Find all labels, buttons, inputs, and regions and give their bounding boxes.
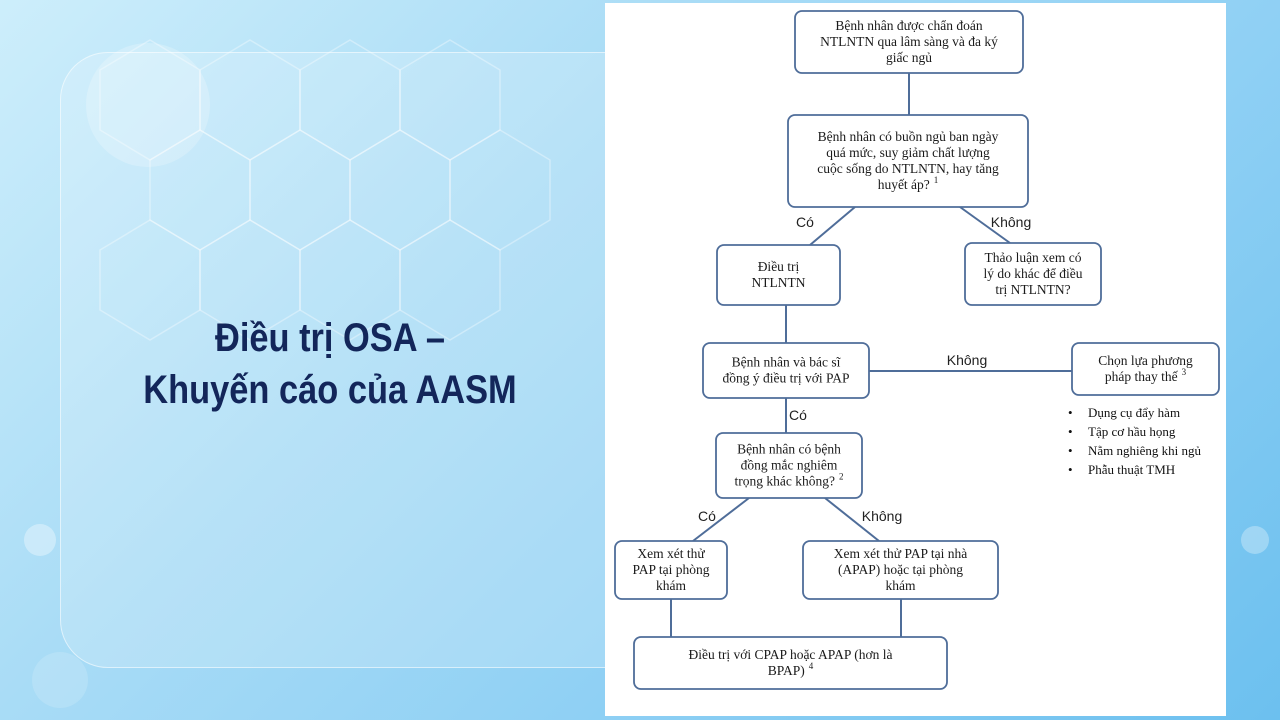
edge-label-symptoms-yes: Có bbox=[796, 214, 814, 230]
node-text-line: Bệnh nhân và bác sĩ bbox=[731, 354, 841, 370]
node-text-line: đồng ý điều trị với PAP bbox=[722, 370, 850, 386]
node-text-line: trị NTLNTN? bbox=[995, 282, 1071, 297]
footnote-ref: 1 bbox=[933, 175, 939, 185]
node-treat bbox=[717, 245, 840, 305]
alternative-item: • Nằm nghiêng khi ngủ bbox=[1065, 441, 1201, 460]
aasm-flowchart-figure bbox=[605, 3, 1226, 716]
alternative-treatments-list bbox=[1065, 403, 1201, 479]
edge-label-agree-yes: Có bbox=[789, 407, 807, 423]
node-text-line: trọng khác không? $^2$ bbox=[734, 471, 844, 489]
slide-title-line-1: Điều trị OSA – bbox=[214, 316, 446, 360]
node-text-line: Chọn lựa phương bbox=[1098, 353, 1193, 368]
node-text-line: NTLNTN bbox=[751, 275, 806, 290]
node-cpap bbox=[634, 637, 947, 689]
node-text-line: Điều trị với CPAP hoặc APAP (hơn là bbox=[688, 647, 893, 662]
node-text-line: huyết áp? $^1$ bbox=[877, 175, 939, 192]
edge-label-comorbid-no: Không bbox=[861, 508, 903, 524]
node-text-line: Xem xét thử PAP tại nhà bbox=[833, 546, 968, 561]
node-home-pap bbox=[803, 541, 998, 599]
node-text-line: Thảo luận xem có bbox=[984, 250, 1082, 265]
node-agree-pap bbox=[703, 343, 869, 398]
node-text-line: Bệnh nhân có bệnh bbox=[737, 441, 841, 457]
alternative-item: • Tập cơ hầu họng bbox=[1065, 422, 1201, 441]
alternative-item: • Dụng cụ đẩy hàm bbox=[1065, 403, 1201, 422]
node-text-line: Xem xét thử bbox=[637, 546, 705, 561]
node-text-line: NTLNTN qua lâm sàng và đa ký bbox=[820, 34, 998, 49]
node-text-line: Điều trị bbox=[757, 259, 800, 274]
flowchart-boxes bbox=[615, 11, 1219, 689]
node-alternative bbox=[1072, 343, 1219, 395]
edge-label-comorbid-yes: Có bbox=[698, 508, 716, 524]
node-text-line: (APAP) hoặc tại phòng bbox=[837, 562, 964, 577]
node-text-line: lý do khác để điều bbox=[983, 266, 1083, 281]
node-comorbid bbox=[716, 433, 862, 498]
slide-title-line-2: Khuyến cáo của AASM bbox=[143, 368, 517, 412]
node-text-line: đồng mắc nghiêm bbox=[740, 457, 838, 473]
node-symptoms bbox=[788, 115, 1028, 207]
slide-title bbox=[124, 312, 537, 416]
alternative-item: • Phẫu thuật TMH bbox=[1065, 460, 1201, 479]
footnote-ref: 2 bbox=[838, 471, 844, 482]
connector-symptoms-yes bbox=[810, 207, 855, 245]
node-text-line: BPAP) $^4$ bbox=[767, 661, 814, 678]
flowchart-svg bbox=[605, 3, 1226, 716]
node-text-line: pháp thay thế $^3$ bbox=[1104, 367, 1187, 384]
node-text-line: khám bbox=[656, 578, 686, 593]
node-text-line: quá mức, suy giảm chất lượng bbox=[826, 145, 990, 160]
node-text-line: Bệnh nhân có buồn ngủ ban ngày bbox=[817, 129, 999, 144]
node-clinic-pap bbox=[615, 541, 727, 599]
node-text-line: PAP tại phòng bbox=[632, 562, 710, 577]
node-text-line: giấc ngủ bbox=[885, 50, 933, 65]
node-text-line: Bệnh nhân được chẩn đoán bbox=[835, 18, 983, 33]
node-text-line: khám bbox=[885, 578, 916, 593]
node-text-line: cuộc sống do NTLNTN, hay tăng bbox=[817, 161, 999, 176]
footnote-ref: 3 bbox=[1181, 367, 1187, 377]
footnote-ref: 4 bbox=[808, 661, 814, 671]
node-diagnosis bbox=[795, 11, 1023, 73]
edge-label-agree-no: Không bbox=[946, 352, 988, 368]
node-discuss bbox=[965, 243, 1101, 305]
edge-label-symptoms-no: Không bbox=[990, 214, 1032, 230]
